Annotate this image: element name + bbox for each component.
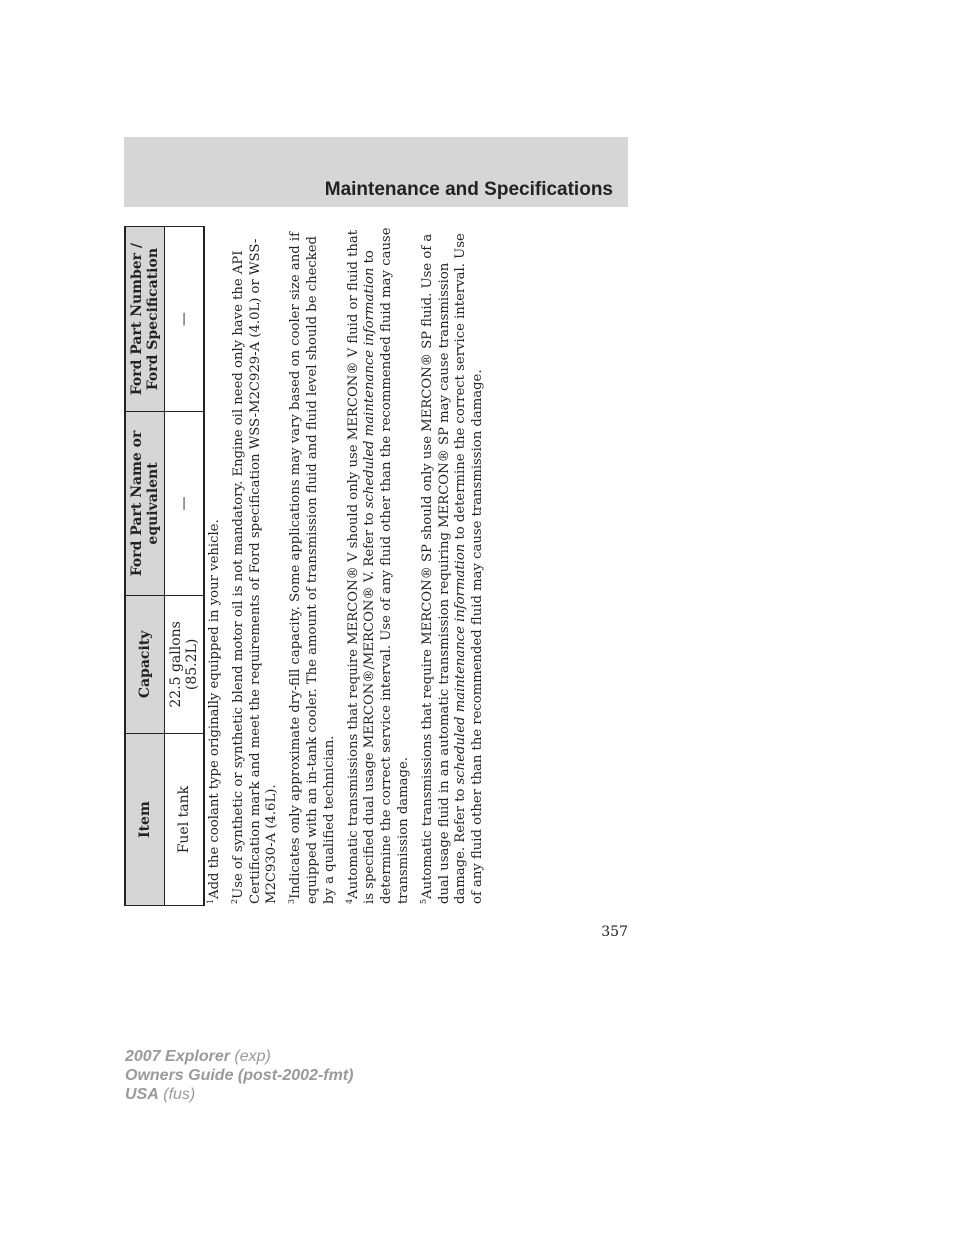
footer-model-code: (exp)	[234, 1048, 271, 1065]
footnote-text: Indicates only approximate dry-fill capacity. Some applications may vary based on cooler size and if equipped with an in-tank cooler. The amount of transmission fluid and fluid level should be checked by a qualified technician.	[288, 232, 337, 904]
footnotes	[207, 224, 494, 904]
footer-guide: Owners Guide (post-2002-fmt)	[125, 1067, 354, 1084]
footnote-text: to determine the correct service interval. Use of any fluid other than the recommended fluid may cause transmission damage.	[362, 227, 411, 904]
footer-line-market	[125, 1085, 353, 1104]
footnote-4	[346, 224, 413, 904]
column-header-part-number: Ford Part Number / Ford Specification	[125, 227, 165, 412]
footnote-mark: 5	[418, 898, 428, 904]
footnote-mark: 4	[344, 898, 354, 904]
table-row	[165, 227, 205, 906]
column-header-part-name: Ford Part Name or equivalent	[125, 412, 165, 595]
footnote-reference: scheduled maintenance information	[453, 543, 469, 785]
column-header-capacity: Capacity	[125, 595, 165, 734]
rotated-content	[124, 226, 484, 906]
section-header-band	[124, 137, 628, 207]
section-title: Maintenance and Specifications	[324, 179, 613, 200]
footnote-reference: scheduled maintenance information	[362, 267, 378, 509]
column-header-item: Item	[125, 734, 165, 906]
cell-item: Fuel tank	[165, 734, 205, 906]
footnote-mark: 3	[287, 898, 297, 904]
cell-part-number: —	[165, 227, 205, 412]
footnote-text: Automatic transmissions that require MERCON® V should only use MERCON® V fluid or fluid that is specified dual usage MERCON®/MERCON® V. Refer to	[345, 229, 378, 904]
table-header-row	[125, 227, 165, 906]
footnote-5	[420, 224, 487, 904]
footnote-text: Use of synthetic or synthetic blend motor oil is not mandatory. Engine oil need only have the API Certification mark and meet the requirements of Ford specification WSS-M2C929-A (4.0L) or WSS-M2C930-A (4.6L).	[230, 238, 280, 904]
footnote-text: Automatic transmissions that require MERCON® SP should only use MERCON® SP fluid. Use of a dual usage fluid in an automatic transmission requiring MERCON® SP may cause transmission damage. Refer to	[419, 233, 469, 904]
footnote-1	[207, 224, 224, 904]
footer-model: 2007 Explorer	[125, 1048, 230, 1065]
document-footer	[125, 1047, 353, 1104]
footer-market: USA	[125, 1086, 159, 1103]
footnote-text: to determine the correct service interval. Use of any fluid other than the recommended fluid may cause transmission damage.	[453, 233, 486, 904]
cell-part-name: —	[165, 412, 205, 595]
page-number: 357	[601, 924, 628, 940]
footnote-mark: 2	[229, 898, 239, 904]
footnote-mark: 1	[206, 898, 215, 904]
footnote-3	[288, 224, 338, 904]
footer-line-model	[125, 1047, 353, 1066]
footer-market-code: (fus)	[163, 1086, 196, 1103]
cell-capacity: 22.5 gallons (85.2L)	[165, 595, 205, 734]
footnote-text: Add the coolant type originally equipped in your vehicle.	[207, 519, 222, 899]
capacity-table	[124, 226, 205, 906]
footer-line-guide	[125, 1066, 353, 1085]
footnote-2	[231, 224, 281, 904]
